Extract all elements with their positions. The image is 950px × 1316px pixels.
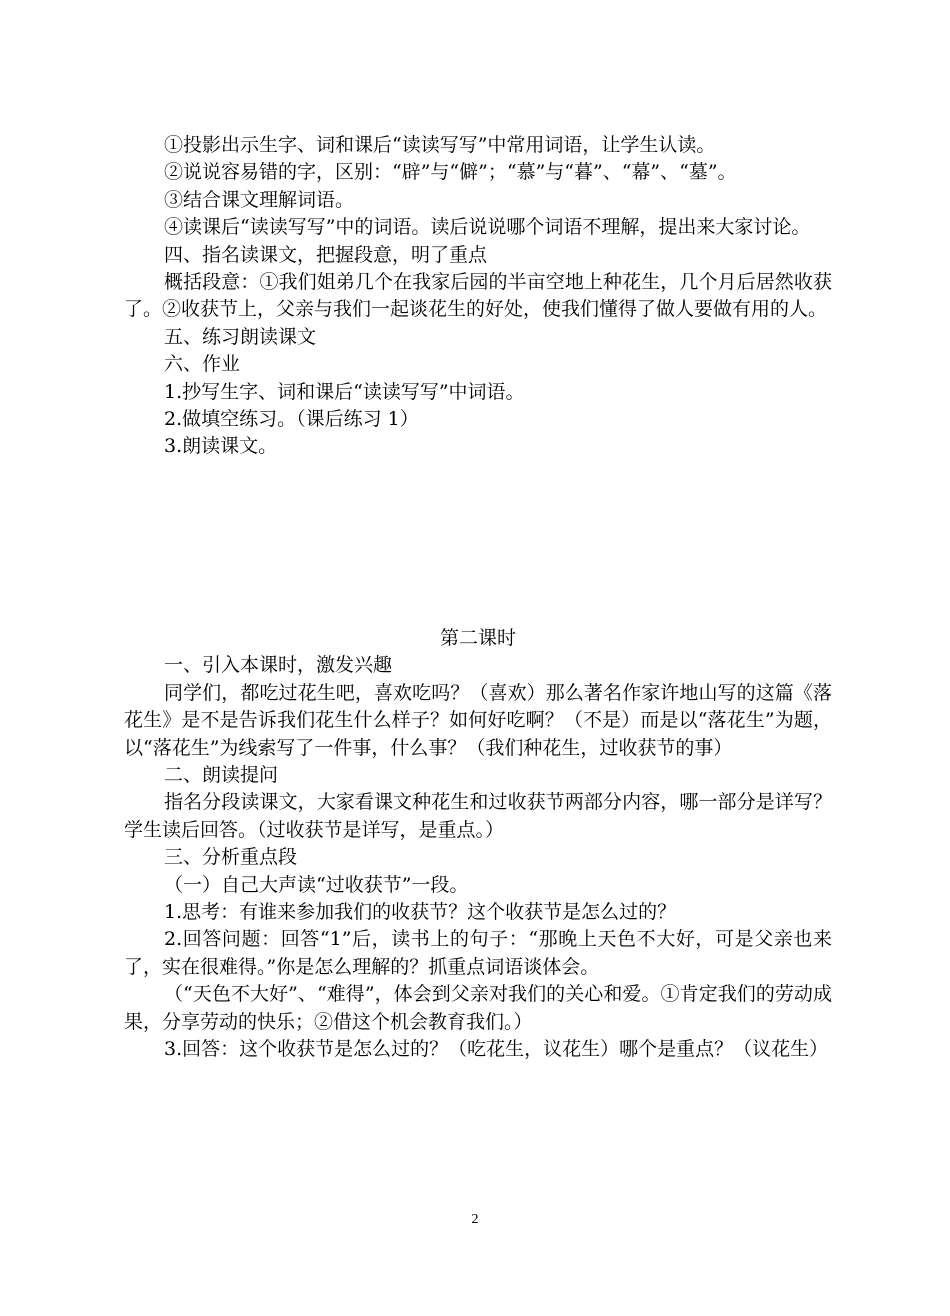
blank-space bbox=[124, 461, 832, 625]
list-item: 1.思考：有谁来参加我们的收获节？这个收获节是怎么过的？ bbox=[164, 900, 677, 923]
paragraph: ③结合课文理解词语。 bbox=[164, 188, 355, 211]
page-number: 2 bbox=[471, 1212, 479, 1227]
section-heading: 二、朗读提问 bbox=[164, 763, 279, 786]
list-item: 1.抄写生字、词和课后“读读写写”中词语。 bbox=[164, 380, 525, 403]
document-page bbox=[124, 132, 832, 1063]
lesson-title: 第二课时 bbox=[439, 626, 516, 649]
paragraph: ②说说容易错的字，区别：“辟”与“僻”；“慕”与“暮”、“幕”、“墓”。 bbox=[164, 161, 737, 184]
paragraph: 同学们，都吃过花生吧，喜欢吃吗？（喜欢）那么著名作家许地山写的这篇《落花生》是不是告诉我们花生什么样子？如何好吃啊？（不是）而是以“落花生”为题，以“落花生”为线索写了一件事，什么事？（我们种花生，过收获节的事） bbox=[124, 681, 832, 759]
paragraph: 概括段意：①我们姐弟几个在我家后园的半亩空地上种花生，几个月后居然收获了。②收获节上，父亲与我们一起谈花生的好处，使我们懂得了做人要做有用的人。 bbox=[124, 271, 832, 321]
section-heading: 一、引入本课时，激发兴趣 bbox=[164, 654, 393, 677]
list-item: 2.回答问题：回答“1”后，读书上的句子：“那晚上天色不大好，可是父亲也来了，实在很难得。”你是怎么理解的？抓重点词语谈体会。 bbox=[124, 928, 832, 978]
section-heading: 六、作业 bbox=[164, 353, 241, 376]
list-item: 3.回答：这个收获节是怎么过的？（吃花生，议花生）哪个是重点？（议花生） bbox=[164, 1037, 829, 1060]
section-heading: 五、练习朗读课文 bbox=[164, 325, 317, 348]
paragraph: ④读课后“读读写写”中的词语。读后说说哪个词语不理解，提出来大家讨论。 bbox=[164, 216, 811, 239]
paragraph: ①投影出示生字、词和课后“读读写写”中常用词语，让学生认读。 bbox=[164, 134, 716, 156]
list-item: 2.做填空练习。（课后练习 1） bbox=[164, 408, 419, 431]
paragraph: 指名分段读课文，大家看课文种花生和过收获节两部分内容，哪一部分是详写？学生读后回答。（过收获节是详写，是重点。） bbox=[124, 791, 832, 841]
paragraph: （一）自己大声读“过收获节”一段。 bbox=[164, 873, 469, 896]
section-heading: 三、分析重点段 bbox=[164, 846, 298, 869]
list-item: 3.朗读课文。 bbox=[164, 435, 278, 458]
paragraph: （“天色不大好”、“难得”，体会到父亲对我们的关心和爱。①肯定我们的劳动成果，分享劳动的快乐；②借这个机会教育我们。） bbox=[124, 983, 832, 1033]
section-heading: 四、指名读课文，把握段意，明了重点 bbox=[164, 243, 488, 266]
